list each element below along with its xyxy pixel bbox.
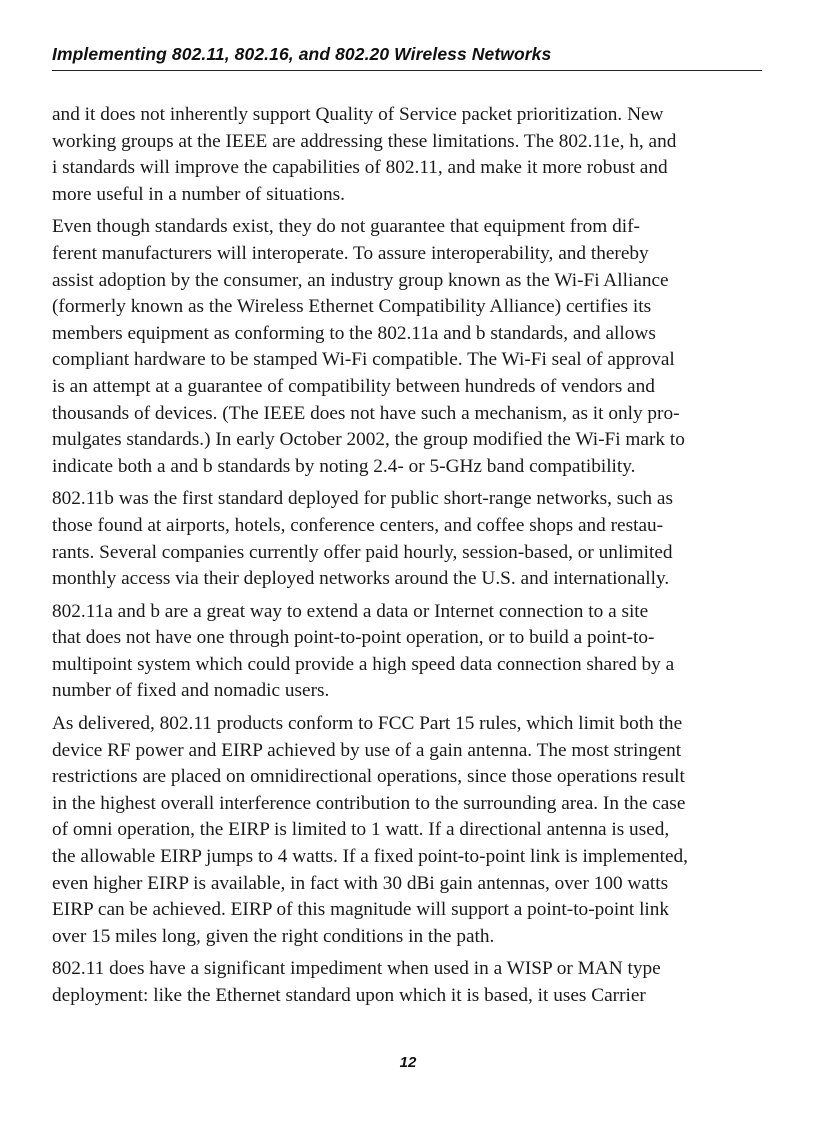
paragraph-3 [52,486,764,592]
text-line: indicate both a and b standards by noting 2.4- or 5-GHz band compatibility. [52,455,636,477]
paragraph-6 [52,956,764,1009]
text-line: ferent manufacturers will interoperate. To assure interoperability, and thereby [52,242,649,264]
text-line: thousands of devices. (The IEEE does not have such a mechanism, as it only pro- [52,402,680,424]
text-line: members equipment as conforming to the 802.11a and b standards, and allows [52,322,656,344]
paragraph-1 [52,102,764,208]
paragraph-2 [52,214,764,480]
text-line: mulgates standards.) In early October 2002, the group modified the Wi-Fi mark to [52,429,685,451]
text-line: that does not have one through point-to-point operation, or to build a point-to- [52,627,655,649]
text-line: 802.11a and b are a great way to extend a data or Internet connection to a site [52,600,649,622]
text-line: i standards will improve the capabilities of 802.11, and make it more robust and [52,157,668,179]
text-line: As delivered, 802.11 products conform to FCC Part 15 rules, which limit both the [52,713,683,735]
text-line: assist adoption by the consumer, an industry group known as the Wi-Fi Alliance [52,269,669,291]
text-line: EIRP can be achieved. EIRP of this magnitude will support a point-to-point link [52,899,670,921]
text-line: the allowable EIRP jumps to 4 watts. If a fixed point-to-point link is implemented, [52,846,688,868]
header-rule [52,70,762,71]
text-line: multipoint system which could provide a high speed data connection shared by a [52,653,675,675]
text-line: even higher EIRP is available, in fact with 30 dBi gain antennas, over 100 watts [52,872,669,894]
text-line: restrictions are placed on omnidirectional operations, since those operations result [52,766,685,788]
page-number: 12 [399,1054,417,1071]
text-line: those found at airports, hotels, conference centers, and coffee shops and restau- [52,514,664,536]
text-line: 802.11b was the first standard deployed for public short-range networks, such as [52,488,673,510]
text-line: more useful in a number of situations. [52,183,345,205]
text-line: in the highest overall interference contribution to the surrounding area. In the case [52,792,686,814]
text-line: deployment: like the Ethernet standard upon which it is based, it uses Carrier [52,985,646,1006]
text-line: number of fixed and nomadic users. [52,680,330,702]
text-line: compliant hardware to be stamped Wi-Fi compatible. The Wi-Fi seal of approval [52,349,675,371]
text-line: is an attempt at a guarantee of compatibility between hundreds of vendors and [52,375,655,397]
text-line: working groups at the IEEE are addressing these limitations. The 802.11e, h, and [52,130,677,152]
text-line: of omni operation, the EIRP is limited to 1 watt. If a directional antenna is used, [52,819,670,841]
paragraph-4 [52,599,764,705]
text-line: (formerly known as the Wireless Ethernet Compatibility Alliance) certifies its [52,296,652,318]
text-line: rants. Several companies currently offer paid hourly, session-based, or unlimited [52,541,673,563]
text-line: over 15 miles long, given the right conditions in the path. [52,925,495,947]
text-line: device RF power and EIRP achieved by use of a gain antenna. The most stringent [52,739,682,761]
text-line: monthly access via their deployed networks around the U.S. and internationally. [52,568,670,590]
body-text [52,102,764,1016]
text-line: 802.11 does have a significant impediment when used in a WISP or MAN type [52,958,661,980]
text-line: and it does not inherently support Quality of Service packet prioritization. New [52,104,664,125]
text-line: Even though standards exist, they do not guarantee that equipment from dif- [52,216,640,238]
paragraph-5 [52,711,764,950]
running-head: Implementing 802.11, 802.16, and 802.20 Wireless Networks [52,44,552,64]
